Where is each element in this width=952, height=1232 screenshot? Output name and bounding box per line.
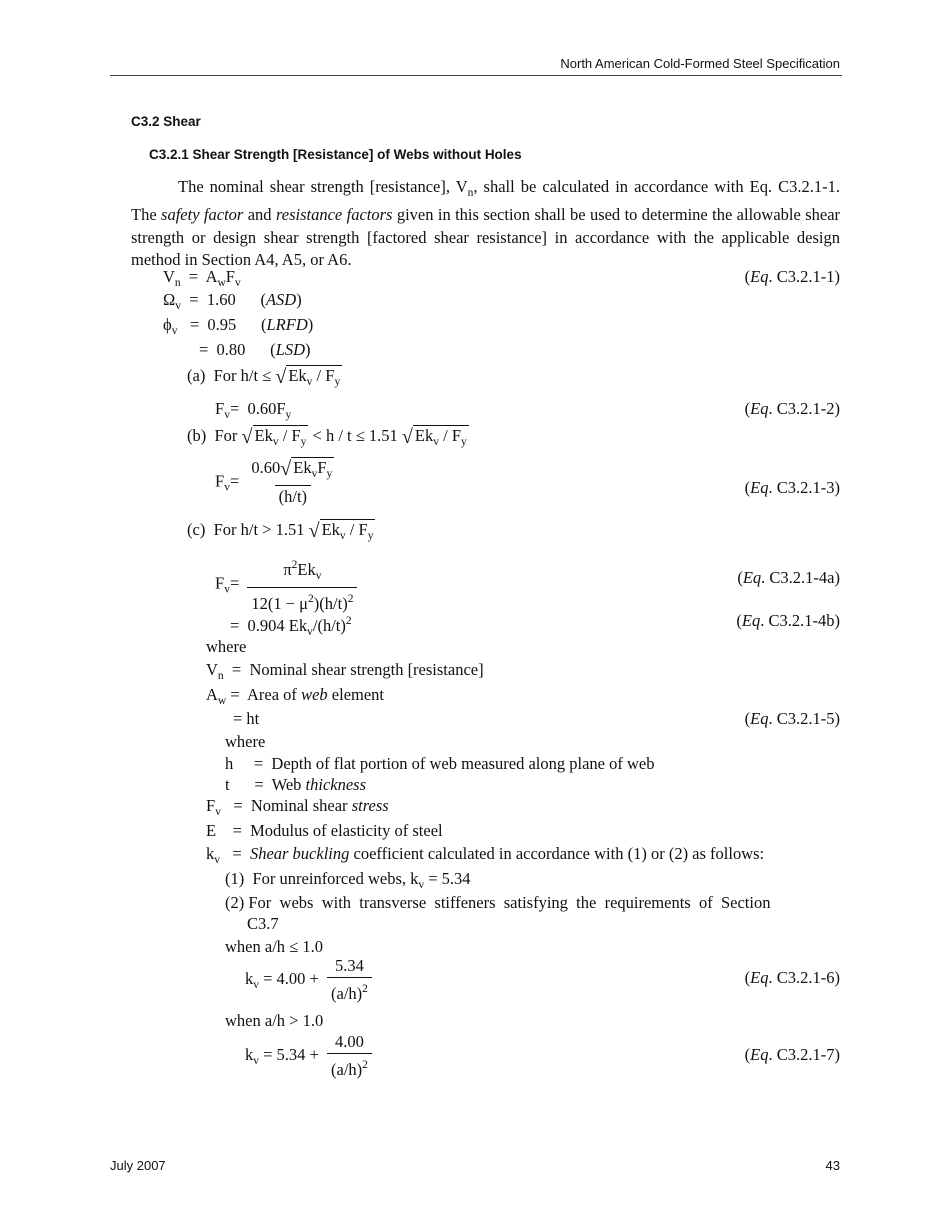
footer-date: July 2007 bbox=[110, 1158, 166, 1173]
text-run: = 0.60F bbox=[229, 399, 286, 418]
text-run: Shear buckling bbox=[249, 844, 350, 863]
text-run: n bbox=[217, 670, 224, 682]
text-run: y bbox=[334, 376, 341, 388]
text-run: given in this section shall be used to determine the allowable shear strength or design shear strength [factored shear resistance] in accordance with the applicable design method in Section A4, A5, or A6. bbox=[131, 205, 845, 269]
equation-number bbox=[745, 709, 840, 729]
text-run: ) bbox=[296, 290, 302, 309]
text-run: . C3.2.1-4b) bbox=[760, 611, 840, 630]
text-run: Eq bbox=[750, 267, 769, 286]
denominator bbox=[247, 587, 357, 614]
text-run: w bbox=[217, 695, 227, 707]
definition bbox=[206, 844, 764, 870]
text-run: Eq bbox=[742, 568, 762, 587]
text-run: V bbox=[163, 267, 175, 286]
text-run: = 0.80 ( bbox=[199, 340, 276, 359]
text-run: k bbox=[245, 968, 254, 988]
square-root: √ $Ek_v / F_y$ bbox=[275, 366, 341, 388]
equation-line bbox=[215, 458, 342, 507]
denominator bbox=[327, 977, 372, 1004]
equation-line bbox=[163, 315, 313, 341]
text-run: v bbox=[418, 879, 425, 891]
text-run: ASD bbox=[265, 290, 297, 309]
text-run: ( bbox=[744, 478, 751, 497]
text-run: 2 bbox=[362, 1059, 368, 1071]
text-run: v bbox=[253, 978, 259, 991]
text-run: ( bbox=[737, 568, 743, 587]
text-run: y bbox=[285, 409, 292, 421]
denominator bbox=[275, 485, 311, 507]
text-run: v bbox=[224, 481, 230, 494]
text-run: Eq bbox=[750, 399, 769, 418]
text-run: = Nominal shear bbox=[220, 796, 352, 815]
text-run: , shall be calculated in accordance with Eq. C3.2.1-1. The bbox=[131, 177, 849, 225]
text-run: n bbox=[174, 277, 181, 289]
text-run: E = Modulus of elasticity of steel bbox=[206, 821, 443, 840]
equation-line bbox=[245, 1032, 376, 1080]
fraction bbox=[247, 555, 357, 614]
text-run: . C3.2.1-6) bbox=[768, 968, 840, 987]
equation-line bbox=[163, 290, 302, 316]
text-run: ) bbox=[305, 340, 311, 359]
case-c bbox=[187, 520, 375, 546]
text-run: 2 bbox=[291, 559, 298, 571]
text-run: t = Web bbox=[225, 775, 306, 794]
definition bbox=[225, 775, 366, 795]
text-run: 4.00 bbox=[335, 1032, 364, 1051]
numerator bbox=[331, 1032, 368, 1053]
list-item bbox=[225, 893, 840, 913]
definition bbox=[206, 660, 484, 686]
text-run: 2 bbox=[308, 593, 314, 605]
text-run: 0.60 bbox=[251, 458, 281, 477]
text-run: (c) For h/t > 1.51 bbox=[187, 520, 309, 539]
text-run: π bbox=[283, 560, 292, 579]
text-run: w bbox=[217, 277, 226, 289]
text-run: ( bbox=[744, 1045, 751, 1064]
text-run: when a/h > 1.0 bbox=[225, 1011, 324, 1030]
text-run: Eq bbox=[750, 709, 769, 728]
numerator bbox=[279, 555, 325, 587]
equation-number bbox=[745, 267, 840, 287]
text-run: = 0.904 Ek bbox=[230, 616, 308, 635]
text-run: v bbox=[307, 626, 313, 638]
text-run: (2) For webs with transverse stiffeners satisfying the requirements of Section bbox=[225, 893, 771, 912]
text-run: y bbox=[367, 530, 374, 542]
condition bbox=[225, 937, 323, 957]
text-run: element bbox=[327, 685, 385, 704]
text-run: F bbox=[317, 458, 327, 477]
text-run: ( bbox=[744, 968, 751, 987]
header-rule bbox=[110, 75, 842, 76]
text-run: LRFD bbox=[266, 315, 308, 334]
text-run: V bbox=[206, 660, 218, 679]
text-run: safety factor bbox=[161, 205, 244, 225]
fraction bbox=[247, 458, 338, 507]
text-run: F bbox=[215, 399, 225, 418]
text-run: y bbox=[300, 436, 307, 448]
text-run: y bbox=[326, 468, 333, 480]
list-item bbox=[225, 869, 471, 895]
page-number: 43 bbox=[825, 1158, 840, 1173]
text-run: A bbox=[206, 685, 218, 704]
text-run: ) bbox=[307, 315, 314, 334]
definition bbox=[206, 796, 389, 822]
text-run: Ek bbox=[288, 366, 307, 385]
text-run: v bbox=[315, 570, 322, 582]
text-run: . C3.2.1-5) bbox=[768, 709, 840, 728]
text-run: Ek bbox=[321, 520, 340, 539]
definition bbox=[225, 754, 654, 774]
text-run: )(h/t) bbox=[313, 594, 348, 613]
text-run: ( bbox=[744, 709, 751, 728]
text-run: when a/h ≤ 1.0 bbox=[225, 937, 323, 956]
text-run: / F bbox=[439, 426, 462, 445]
text-run: (a) For h/t ≤ bbox=[187, 366, 276, 385]
subsection-heading: C3.2.1 Shear Strength [Resistance] of Webs without Holes bbox=[149, 147, 522, 162]
case-a bbox=[187, 366, 342, 392]
text-run: (1) For unreinforced webs, k bbox=[225, 869, 419, 888]
text-run: 2 bbox=[347, 593, 354, 605]
text-run: = 4.00 + bbox=[259, 968, 323, 988]
denominator bbox=[327, 1053, 372, 1080]
text-run: ( bbox=[736, 611, 742, 630]
text-run: (a/h) bbox=[331, 1060, 363, 1079]
text-run: v bbox=[215, 806, 221, 818]
case-b bbox=[187, 426, 469, 452]
text-run: n bbox=[467, 187, 474, 199]
equation-line bbox=[199, 340, 311, 360]
text-run: v bbox=[311, 468, 318, 480]
where-label bbox=[225, 732, 265, 752]
text-run: = bbox=[229, 471, 244, 491]
list-item-continued bbox=[247, 914, 279, 934]
text-run: 5.34 bbox=[335, 956, 364, 975]
text-run: coefficient calculated in accordance with (1) or (2) as follows: bbox=[349, 844, 765, 863]
text-run: Eq bbox=[741, 611, 761, 630]
equation-number bbox=[745, 1045, 840, 1065]
text-run: Eq bbox=[750, 1045, 769, 1064]
running-header: North American Cold-Formed Steel Specification bbox=[560, 56, 840, 71]
equation-line bbox=[230, 611, 352, 642]
text-run: web bbox=[301, 685, 328, 704]
text-run: / F bbox=[312, 366, 335, 385]
text-run: v bbox=[253, 1054, 259, 1067]
equation-number bbox=[745, 968, 840, 988]
text-run: . C3.2.1-3) bbox=[768, 478, 840, 497]
text-run: F bbox=[215, 573, 225, 593]
numerator bbox=[247, 458, 338, 485]
text-run: (h/t) bbox=[278, 487, 308, 506]
text-run: = bbox=[229, 573, 244, 593]
text-run: = A bbox=[180, 267, 218, 286]
text-run: = 1.60 ( bbox=[181, 290, 266, 309]
text-run: (b) For bbox=[187, 426, 242, 445]
text-run: 12(1 − μ bbox=[251, 594, 309, 613]
text-run: 2 bbox=[362, 983, 368, 995]
numerator bbox=[331, 956, 368, 977]
text-run: . C3.2.1-1) bbox=[768, 267, 840, 286]
text-run: (a/h) bbox=[331, 984, 363, 1003]
text-run: v bbox=[234, 277, 241, 289]
equation-number bbox=[745, 399, 840, 419]
text-run: = 5.34 + bbox=[259, 1044, 323, 1064]
square-root: √ $Ek_v / F_y$ bbox=[241, 426, 307, 448]
equation-line bbox=[215, 399, 291, 425]
text-run: v bbox=[339, 530, 346, 542]
text-run: ( bbox=[744, 267, 751, 286]
text-run: y bbox=[461, 436, 467, 448]
text-run: F bbox=[206, 796, 216, 815]
text-run: k bbox=[206, 844, 215, 863]
text-run: thickness bbox=[305, 775, 367, 794]
definition bbox=[206, 685, 384, 711]
text-run: = ht bbox=[233, 709, 260, 728]
text-run: / F bbox=[345, 520, 368, 539]
equation-line bbox=[215, 555, 361, 614]
text-run: The nominal shear strength [resistance], V bbox=[178, 177, 468, 196]
text-run: h = Depth of flat portion of web measured along plane of web bbox=[225, 754, 655, 773]
text-run: v bbox=[175, 300, 182, 312]
equation-number bbox=[745, 478, 840, 498]
text-run: Ek bbox=[293, 458, 312, 477]
text-run: and bbox=[243, 205, 276, 225]
text-run: v bbox=[171, 325, 178, 337]
text-run: . C3.2.1-4a) bbox=[761, 568, 840, 587]
where-label bbox=[206, 637, 246, 657]
fraction bbox=[327, 1032, 372, 1080]
text-run: = 0.95 ( bbox=[177, 315, 267, 334]
text-run: . C3.2.1-2) bbox=[768, 399, 840, 418]
text-run: where bbox=[225, 732, 266, 751]
text-run: Ek bbox=[254, 426, 273, 445]
text-run: stress bbox=[351, 796, 389, 815]
text-run: v bbox=[224, 409, 230, 421]
condition bbox=[225, 1011, 323, 1031]
definition bbox=[233, 709, 259, 729]
text-run: < h / t ≤ 1.51 bbox=[308, 426, 402, 445]
text-run: = 5.34 bbox=[424, 869, 471, 888]
text-run: Ek bbox=[297, 560, 316, 579]
square-root: √ $Ek_v / F_y$ bbox=[401, 426, 467, 448]
fraction bbox=[327, 956, 372, 1004]
text-run: ϕ bbox=[163, 315, 172, 334]
text-run: LSD bbox=[275, 340, 306, 359]
text-run: v bbox=[214, 854, 220, 866]
text-run: Eq bbox=[750, 478, 769, 497]
text-run: ( bbox=[744, 399, 751, 418]
text-run: v bbox=[433, 436, 439, 448]
text-run: resistance factors bbox=[275, 205, 393, 225]
text-run: F bbox=[225, 267, 235, 286]
text-run: Ek bbox=[414, 426, 434, 445]
text-run: / F bbox=[278, 426, 301, 445]
text-run: v bbox=[306, 376, 313, 388]
square-root: √ $Ek_v / F_y$ bbox=[308, 520, 374, 542]
text-run: v bbox=[224, 583, 230, 596]
text-run: = bbox=[220, 844, 250, 863]
equation-number bbox=[737, 568, 840, 588]
equation-number bbox=[736, 611, 840, 631]
text-run: Ω bbox=[163, 290, 176, 309]
text-run: . C3.2.1-7) bbox=[768, 1045, 840, 1064]
text-run: where bbox=[206, 637, 247, 656]
text-run: Eq bbox=[750, 968, 769, 987]
text-run: k bbox=[245, 1044, 254, 1064]
text-run: = Area of bbox=[226, 685, 302, 704]
section-heading: C3.2 Shear bbox=[131, 114, 201, 129]
square-root: √ $Ek_vF_y$ bbox=[280, 458, 333, 480]
text-run: v bbox=[272, 436, 279, 448]
text-run: 2 bbox=[345, 615, 352, 627]
text-run: = Nominal shear strength [resistance] bbox=[223, 660, 484, 679]
text-run: /(h/t) bbox=[312, 616, 346, 635]
text-run: C3.7 bbox=[247, 914, 279, 933]
text-run: F bbox=[215, 471, 225, 491]
intro-paragraph bbox=[131, 176, 849, 271]
equation-line bbox=[245, 956, 376, 1004]
definition bbox=[206, 821, 443, 841]
